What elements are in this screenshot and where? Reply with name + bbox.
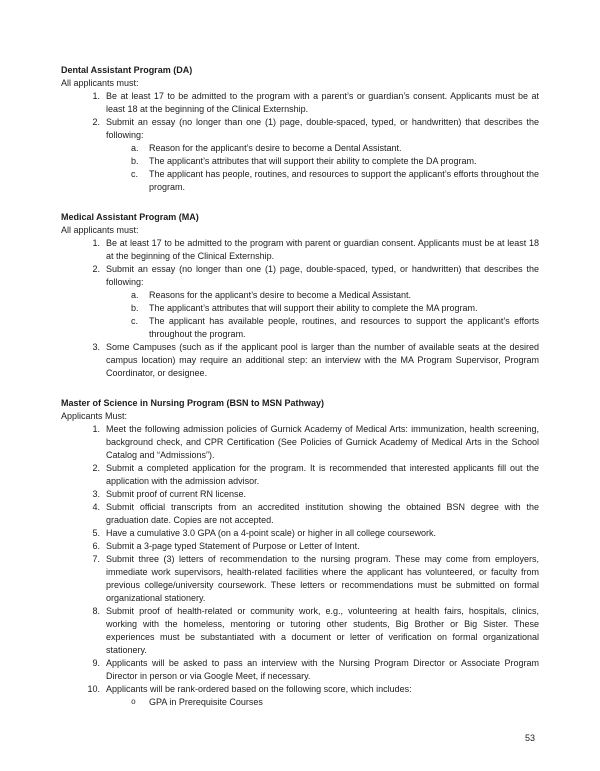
list-item <box>61 237 539 263</box>
program-section <box>61 64 539 194</box>
sub-list-item <box>61 155 539 168</box>
sub-list-item <box>61 302 539 315</box>
sub-list-item-marker: c. <box>131 169 139 179</box>
sub-list-item-text: Reason for the applicant’s desire to become a Dental Assistant. <box>149 143 402 153</box>
section-heading: Master of Science in Nursing Program (BSN to MSN Pathway) <box>61 398 325 408</box>
list-item-marker: 1. <box>92 238 100 248</box>
sub-list-item-text: GPA in Prerequisite Courses <box>149 697 263 707</box>
sub-list-item-text: The applicant has people, routines, and resources to support the applicant’s efforts throughout the program. <box>149 169 539 192</box>
list-item-text: Some Campuses (such as if the applicant pool is larger than the number of available seats at the desired campus location) may require an additional step: an interview with the MA Program Supervisor, Program Coordinator, or designee. <box>106 342 539 378</box>
sub-list-item-marker: b. <box>131 156 139 166</box>
section-intro: Applicants Must: <box>61 411 128 421</box>
list-item <box>61 341 539 380</box>
list-item <box>61 462 539 488</box>
section-intro: All applicants must: <box>61 78 139 88</box>
list-item-marker: 7. <box>92 554 100 564</box>
list-item-marker: 1. <box>92 91 100 101</box>
section-intro: All applicants must: <box>61 225 139 235</box>
list-item-text: Submit proof of health-related or community work, e.g., volunteering at health fairs, hospitals, clinics, working with the homeless, mentoring or tutoring other students, Big Brother or Big Sister. These experiences must be substantiated with a document or letter of verification on formal organizational stationery. <box>106 606 539 655</box>
circle-bullet-icon: o <box>131 698 136 707</box>
list-item <box>61 488 539 501</box>
list-item <box>61 527 539 540</box>
sub-list-item-marker: a. <box>131 143 139 153</box>
list-item-text: Have a cumulative 3.0 GPA (on a 4-point scale) or higher in all college coursework. <box>106 528 436 538</box>
list-item-marker: 3. <box>92 342 100 352</box>
section-heading: Dental Assistant Program (DA) <box>61 65 193 75</box>
list-item-marker: 1. <box>92 424 100 434</box>
list-item-text: Meet the following admission policies of Gurnick Academy of Medical Arts: immunization, health screening, background check, and CPR Certification (See Policies of Gurnick Academy of Medical Arts in the School Catalog and “Admissions”). <box>106 424 539 460</box>
list-item-text: Submit an essay (no longer than one (1) page, double-spaced, typed, or handwritten) that describes the following: <box>106 117 539 140</box>
list-item <box>61 553 539 605</box>
list-item-text: Submit a completed application for the program. It is recommended that interested applicants fill out the application with the admission advisor. <box>106 463 539 486</box>
list-item <box>61 657 539 683</box>
list-item-text: Applicants will be rank-ordered based on the following score, which includes: <box>106 684 412 694</box>
sub-list-item-text: The applicant’s attributes that will support their ability to complete the MA program. <box>149 303 478 313</box>
list-item <box>61 501 539 527</box>
list-item-text: Submit a 3-page typed Statement of Purpose or Letter of Intent. <box>106 541 360 551</box>
list-item-marker: 10. <box>87 684 100 694</box>
sub-list-item-marker: a. <box>131 290 139 300</box>
list-item <box>61 683 539 696</box>
list-item-text: Be at least 17 to be admitted to the program with a parent’s or guardian’s consent. Applicants must be at least 18 at the beginning of the Clinical Externship. <box>106 91 539 114</box>
sub-list-item <box>61 696 539 709</box>
list-item <box>61 423 539 462</box>
sub-list-item-text: The applicant has available people, routines, and resources to support the applicant’s efforts throughout the program. <box>149 316 539 339</box>
sub-list-item-text: Reasons for the applicant’s desire to become a Medical Assistant. <box>149 290 411 300</box>
list-item <box>61 116 539 142</box>
sub-list-item <box>61 142 539 155</box>
sub-list-item <box>61 168 539 194</box>
list-item <box>61 605 539 657</box>
sub-list-item-text: The applicant’s attributes that will support their ability to complete the DA program. <box>149 156 477 166</box>
list-item-text: Submit official transcripts from an accredited institution showing the obtained BSN degree with the graduation date. Copies are not accepted. <box>106 502 539 525</box>
list-item-marker: 5. <box>92 528 100 538</box>
list-item-text: Submit proof of current RN license. <box>106 489 247 499</box>
sub-list-item <box>61 315 539 341</box>
list-item-marker: 3. <box>92 489 100 499</box>
list-item-marker: 6. <box>92 541 100 551</box>
sub-list-item-marker: b. <box>131 303 139 313</box>
list-item-marker: 4. <box>92 502 100 512</box>
list-item-marker: 8. <box>92 606 100 616</box>
list-item <box>61 263 539 289</box>
list-item <box>61 540 539 553</box>
list-item-text: Submit an essay (no longer than one (1) page, double-spaced, typed, or handwritten) that describes the following: <box>106 264 539 287</box>
program-section <box>61 211 539 380</box>
list-item-text: Applicants will be asked to pass an interview with the Nursing Program Director or Associate Program Director in person or via Google Meet, if necessary. <box>106 658 539 681</box>
sub-list-item-marker: c. <box>131 316 139 326</box>
program-section <box>61 397 539 709</box>
list-item-marker: 2. <box>92 463 100 473</box>
list-item-marker: 9. <box>92 658 100 668</box>
page-number: 53 <box>524 733 535 743</box>
section-heading: Medical Assistant Program (MA) <box>61 212 199 222</box>
list-item <box>61 90 539 116</box>
list-item-text: Submit three (3) letters of recommendation to the nursing program. These may come from employers, immediate work supervisors, health-related facilities where the applicant has volunteered, or faculty from previous college/university coursework. These letters or recommendations must be submitted on formal organizational stationery. <box>106 554 539 603</box>
list-item-marker: 2. <box>92 117 100 127</box>
list-item-marker: 2. <box>92 264 100 274</box>
sub-list-item <box>61 289 539 302</box>
list-item-text: Be at least 17 to be admitted to the program with parent or guardian consent. Applicants must be at least 18 at the beginning of the Clinical Externship. <box>106 238 539 261</box>
